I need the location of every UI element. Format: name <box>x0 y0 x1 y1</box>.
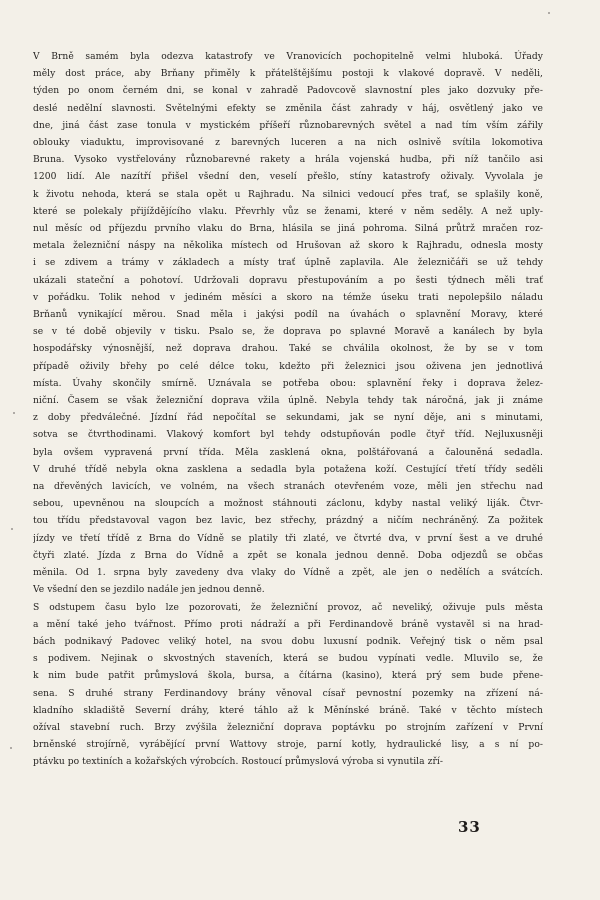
paper-speck <box>11 528 13 530</box>
text-line: ptávku po textiních a kožařských výrobcích. Rostoucí průmyslová výroba si vynutila zří- <box>33 757 443 768</box>
paper-speck <box>10 747 12 749</box>
text-line: nul měsíc od příjezdu prvního vlaku do Brna, hlásila se jiná pohroma. Silná průtrž mračen roz- <box>33 224 543 235</box>
text-line: deslé nedělní slavnosti. Světelnými efekty se změnila část zahrady v háj, osvětlený jako ve <box>33 103 543 114</box>
text-line: místa. Úvahy skončily smírně. Uznávala se potřeba obou: splavnění řeky i doprava želez- <box>33 378 543 389</box>
text-line: hospodářsky výnosnější, než doprava drahou. Také se chválila okolnost, že by se v tom <box>33 344 543 355</box>
page-number: 33 <box>458 818 481 836</box>
text-line: ožíval stavební ruch. Brzy zvýšila železniční doprava poptávku po strojním zařízení v První <box>33 722 543 733</box>
text-line: Bruna. Vysoko vystřelovány různobarevné rakety a hrála vojenská hudba, při níž tančilo asi <box>33 155 543 166</box>
text-line: a mění také jeho tvářnost. Přímo proti nádraží a při Ferdinandově bráně vystavěl si na hrad- <box>33 619 543 630</box>
text-line: V druhé třídě nebyla okna zasklena a sedadla byla potažena koží. Cestující třetí třídy seděli <box>33 464 543 475</box>
text-line: na dřevěných lavicích, ve volném, na všech stranách otevřeném voze, měli jen střechu nad <box>33 482 543 493</box>
text-line: bách podnikavý Padovec veliký hotel, na svou dobu luxusní podnik. Veřejný tisk o něm psal <box>33 636 543 647</box>
text-line: sotva se čtvrthodinami. Vlakový komfort byl tehdy odstupňován podle čtyř tříd. Nejluxusněji <box>33 430 543 441</box>
text-line: se v té době objevily v tisku. Psalo se, že doprava po splavné Moravě a kanálech by byla <box>33 327 543 338</box>
text-line: k životu nehoda, která se stala opět u Rajhradu. Na silnici vedoucí přes trať, se splašily koně, <box>33 189 543 200</box>
text-line: brněnské strojírně, vyrábějící první Wattovy stroje, parní kotly, hydraulické lisy, a s ní po- <box>33 740 543 751</box>
paragraph <box>33 49 543 600</box>
text-line: V Brně samém byla odezva katastrofy ve Vranovicích pochopitelně velmi hluboká. Úřady <box>33 52 543 62</box>
paper-speck <box>548 12 550 14</box>
text-line: niční. Časem se však železniční doprava vžila úplně. Nebyla tehdy tak náročná, jak ji známe <box>33 396 543 407</box>
text-line: sena. S druhé strany Ferdinandovy brány věnoval císař pevnostní pozemky na zřízení ná- <box>33 688 543 699</box>
text-line: k nim bude patřit průmyslová škola, bursa, a čítárna (kasino), která prý sem bude přene- <box>33 671 543 682</box>
text-line: týden po onom černém dni, se konal v zahradě Padovcově slavnostní ples jako dozvuky pře- <box>33 86 543 97</box>
text-line: měly dost práce, aby Brňany přiměly k přátelštějšímu postoji k vlakové dopravě. V neděli, <box>33 69 543 80</box>
text-line: metala železniční náspy na několika místech od Hrušovan až skoro k Rajhradu, odnesla mosty <box>33 241 543 252</box>
text-line: Brňanů vynikající měrou. Snad měla i jakýsi podíl na úvahách o splavnění Moravy, které <box>33 310 543 321</box>
text-line: s podivem. Nejinak o skvostných staveních, která se budou vypínati vedle. Mluvilo se, že <box>33 654 543 665</box>
text-line: jízdy ve třetí třídě z Brna do Vídně se platily tři zlaté, ve čtvrté dva, v první šest a ve druhé <box>33 533 543 544</box>
text-line: měnila. Od 1. srpna byly zavedeny dva vlaky do Vídně a zpět, ale jen o nedělích a svátcích. <box>33 568 543 579</box>
text-line: byla ovšem vypravená první třída. Měla zasklená okna, polštářovaná a čalouněná sedadla. <box>33 447 543 458</box>
body-text <box>33 49 543 772</box>
text-line: dne, jiná část zase tonula v mystickém příšeří různobarevných světel a nad tím vším zářily <box>33 120 543 131</box>
text-line: 1200 lidí. Ale nazítří přišel všední den, veselí přešlo, stíny katastrofy oživaly. Vyvolala je <box>33 172 543 183</box>
text-line: které se polekaly přijíždějícího vlaku. Převrhly vůz se ženami, které v něm seděly. A než uply- <box>33 206 543 217</box>
text-line: S odstupem času bylo lze pozorovati, že železniční provoz, ač neveliký, oživuje puls města <box>33 602 543 613</box>
text-line: sebou, upevněnou na sloupcích a možnost stáhnouti záclonu, kdyby nastal veliký liják. Čtvr- <box>33 499 543 510</box>
text-line: z doby předválečné. Jízdní řád nepočítal se sekundami, jak se nyní děje, ani s minutami, <box>33 413 543 424</box>
text-line: kladního skladiště Severní dráhy, které táhlo až k Měnínské bráně. Také v těchto místech <box>33 705 543 716</box>
text-line: ukázali stateční a pohotoví. Udržovali dopravu přestupováním a po šesti týdnech měli trať <box>33 275 543 286</box>
text-line: i se zdivem a trámy v základech a místy trať úplně zaplavila. Ale železničáři se už tehdy <box>33 258 543 269</box>
paper-speck <box>13 412 15 414</box>
text-line: čtyři zlaté. Jízda z Brna do Vídně a zpět se konala jednou denně. Doba odjezdů se občas <box>33 550 543 561</box>
paragraph <box>33 600 543 772</box>
text-line: Ve všední den se jezdilo nadále jen jednou denně. <box>33 585 265 596</box>
text-line: v pořádku. Tolik nehod v jediném měsíci a skoro na témže úseku trati nepolepšilo náladu <box>33 292 543 303</box>
text-line: případě oživily břehy po celé délce toku, kdežto při železnici jsou oživena jen jednotlivá <box>33 361 543 372</box>
text-line: tou třídu představoval vagon bez lavic, bez střechy, prázdný a ničím nechráněný. Za požitek <box>33 516 543 527</box>
text-line: oblouky viaduktu, improvisované z barevných luceren a na nich oslnivě svítila lokomotiva <box>33 138 543 149</box>
